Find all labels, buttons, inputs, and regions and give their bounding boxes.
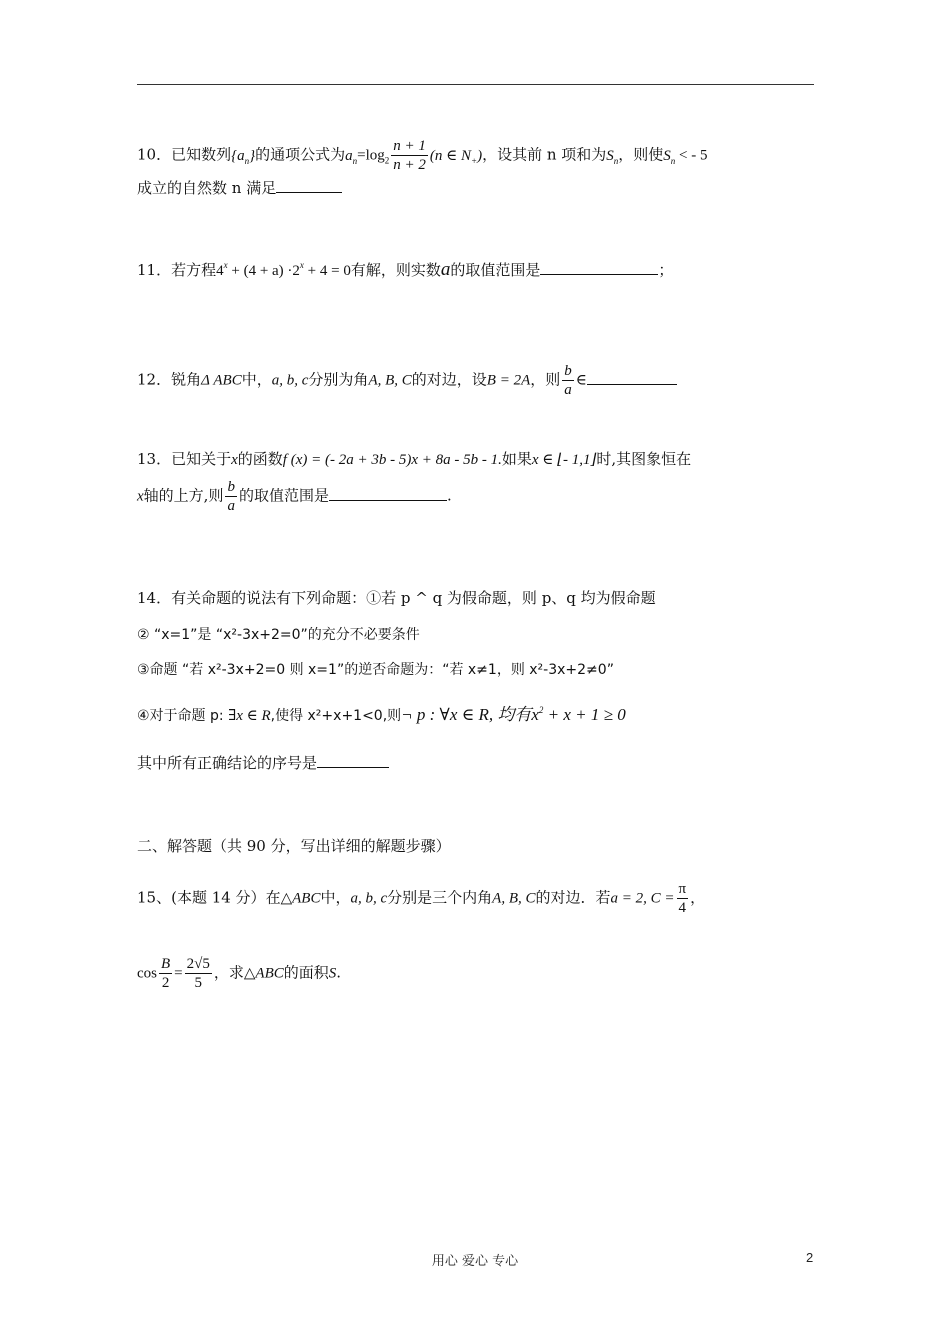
question-15-line-2: cos $\frac{B}{2}$ = $\frac{2√5}{5}$ ，求△ABC的面积S. — [137, 956, 342, 991]
header-rule — [137, 84, 814, 85]
question-14-line-5: 其中所有正确结论的序号是 — [137, 753, 389, 773]
page-number: 2 — [806, 1250, 814, 1265]
question-14-line-2: ② “x=1”是 “x²-3x+2=0”的充分不必要条件 — [137, 627, 420, 643]
question-13-line-1: 13．已知关于x的函数f (x) = (- 2a + 3b - 5)x + 8a - 5b - 1.如果x ∈ ⌊- 1,1⌋时,其图象恒在 — [137, 450, 692, 468]
question-14-line-4: ④对于命题 p: ∃x ∈ R,使得 x²+x+1<0,则¬ p : ∀x ∈ R, 均有$x^2 + x + 1 \ge 0$ — [137, 705, 626, 724]
answer-blank[interactable] — [329, 486, 447, 501]
answer-blank[interactable] — [540, 260, 658, 275]
question-10-line-2: 成立的自然数 n 满足 — [137, 178, 342, 198]
question-12: 12．锐角Δ ABC中，a, b, c分别为角A, B, C的对边，设B = 2A，则 $\frac{b}{a}$ ∈ — [137, 362, 677, 399]
question-14-line-3: ③命题 “若 x²-3x+2=0 则 x=1”的逆否命题为：“若 x≠1，则 x²-3x+2≠0” — [137, 662, 614, 678]
question-14-line-1: 14．有关命题的说法有下列命题：①若 p ^ q 为假命题，则 p、q 均为假命题 — [137, 589, 656, 607]
question-11: 11．若方程$4^x + (4 + a) \cdot 2^x + 4 = 0$有解，则实数a的取值范围是 ； — [137, 259, 674, 280]
question-15-line-1: 15、(本题 14 分）在△ABC中，a, b, c分别是三个内角A, B, C的对边．若a = 2, C = $\frac{\pi}{4}$ ， — [137, 881, 706, 916]
section-heading: 二、解答题（共 90 分，写出详细的解题步骤） — [137, 837, 451, 855]
answer-blank[interactable] — [276, 178, 342, 193]
question-13-line-2: x轴的上方,则 $\frac{b}{a}$ 的取值范围是 . — [137, 479, 452, 514]
question-10-line-1: 10．已知数列$\{a_n\}$的通项公式为$a_n=\log_2$ $\frac{n + 1}{n + 2}$ (n ∈ $N_+$)，设其前 n 项和为$S_n$，则使$S_n$ < - 5 — [137, 138, 708, 173]
answer-blank[interactable] — [317, 753, 389, 768]
footer-motto: 用心 爱心 专心 — [431, 1254, 519, 1269]
answer-blank[interactable] — [587, 370, 677, 385]
